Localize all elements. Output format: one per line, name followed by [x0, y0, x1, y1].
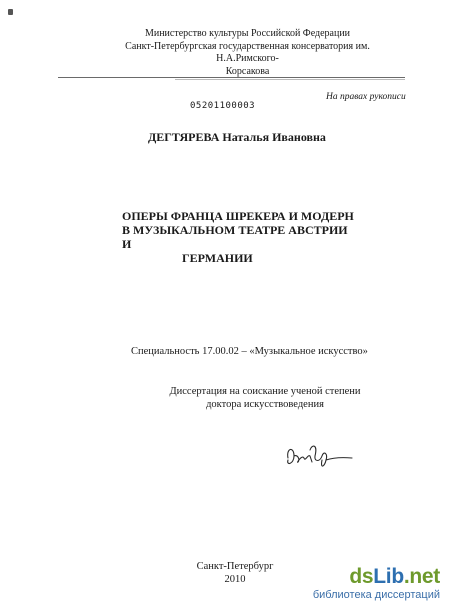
registry-code: 05201100003	[190, 101, 256, 111]
title-line-3: ГЕРМАНИИ	[182, 251, 253, 265]
ministry-header	[95, 28, 400, 78]
logo-part-ds: ds	[349, 565, 374, 588]
header-divider	[58, 77, 405, 78]
specialty: Специальность 17.00.02 – «Музыкальное искусство»	[131, 346, 368, 357]
header-divider-secondary	[175, 79, 405, 80]
manuscript-note: На правах рукописи	[326, 92, 406, 102]
degree-line-2: доктора искусствоведения	[206, 399, 324, 410]
city: Санкт-Петербург	[196, 561, 274, 572]
handwritten-signature	[282, 440, 356, 474]
dslib-logo	[313, 566, 440, 588]
title-line-1: ОПЕРЫ ФРАНЦА ШРЕКЕРА И МОДЕРН	[122, 209, 354, 223]
author-name: ДЕГТЯРЕВА Наталья Ивановна	[148, 130, 326, 144]
publication-place-year	[160, 560, 310, 586]
degree-line-1: Диссертация на соискание ученой степени	[169, 386, 361, 397]
header-line-3: Корсакова	[225, 65, 270, 77]
year: 2010	[224, 574, 246, 585]
dissertation-title	[122, 209, 354, 265]
logo-part-lib: Lib	[373, 565, 404, 588]
title-line-2: В МУЗЫКАЛЬНОМ ТЕАТРЕ АВСТРИИ И	[122, 223, 348, 251]
logo-part-net: .net	[403, 565, 440, 588]
degree-statement	[150, 385, 380, 411]
header-line-2: Санкт-Петербургская государственная консерватория им. Н.А.Римского-	[125, 40, 370, 64]
dslib-watermark	[313, 566, 440, 601]
scan-mark	[8, 9, 13, 15]
watermark-subtitle: библиотека диссертаций	[312, 589, 440, 601]
header-line-1: Министерство культуры Российской Федерации	[144, 28, 351, 39]
